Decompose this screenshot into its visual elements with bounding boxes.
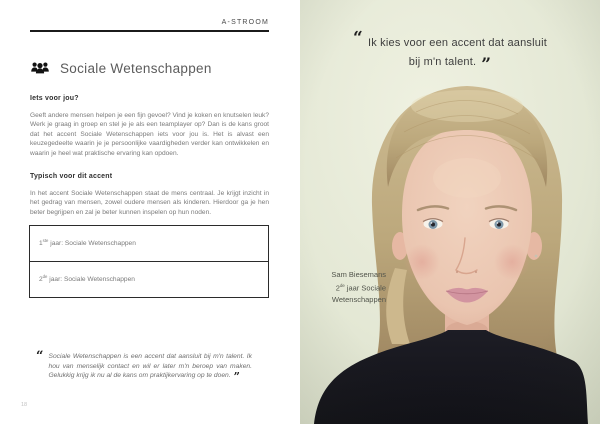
people-group-icon — [30, 60, 50, 76]
close-quote-icon: ” — [233, 370, 240, 384]
header-rule — [30, 30, 269, 32]
year-label: jaar: Sociale Wetenschappen — [47, 276, 135, 284]
year-number: 1 — [39, 240, 43, 248]
page-number: 18 — [21, 402, 28, 408]
photo-quote-line2 — [300, 52, 600, 75]
year-ordinal-suffix: ste — [42, 238, 49, 243]
open-quote-icon: “ — [352, 28, 363, 48]
header-stream-label: A-STROOM — [221, 19, 269, 26]
year-ordinal-suffix: de — [42, 274, 48, 279]
section1-heading: Iets voor jou? — [30, 95, 79, 102]
section1-body: Geeft andere mensen helpen je een fijn gevoel? Vind je koken en knutselen leuk? Werk je graag in groep en stel je je als een teamplayer op? Dan is de kans groot dat het accent Sociale Wetenschappen iets voor jou is. Het is alvast een keuzegedeelte waarin je je persoonlijke vaardigheden verder kan ontwikkelen en waarin je heel wat praktische ervaring kan opdoen. — [30, 112, 269, 157]
caption-year-suffix: de — [339, 283, 345, 288]
caption-year — [308, 280, 386, 294]
photo-caption — [308, 269, 386, 305]
years-table — [29, 225, 269, 298]
photo-quote-line1 — [300, 28, 600, 52]
section2-body: In het accent Sociale Wetenschappen staat de mens centraal. Je krijgt inzicht in het gedrag van mensen, zowel oudere mensen als kinderen. Hierdoor ga je hen beter begrijpen en zal je beter kunnen inspelen op hun noden. — [30, 190, 269, 216]
page-title: Sociale Wetenschappen — [60, 60, 212, 76]
photo-quote-text1: Ik kies voor een accent dat aansluit — [367, 37, 547, 49]
quote-body: Sociale Wetenschappen is een accent dat aansluit bij m'n talent. Ik hou van menselijk contact en wil er later m'n beroep van maken. Gelukkig krijg ik nu al de kans om praktijkervaring op te doen. — [48, 353, 252, 380]
student-quote-block — [36, 349, 252, 384]
year-number: 2 — [39, 276, 43, 284]
title-row — [30, 60, 212, 76]
close-quote-icon: ” — [481, 55, 492, 75]
open-quote-icon: “ — [36, 349, 44, 364]
table-row — [30, 226, 268, 262]
table-row — [30, 262, 268, 297]
student-quote-text — [48, 352, 252, 384]
caption-year-number: 2 — [335, 283, 340, 293]
caption-program: Wetenschappen — [331, 294, 386, 304]
section2-heading: Typisch voor dit accent — [30, 173, 113, 180]
photo-quote-text2: bij m'n talent. — [408, 56, 477, 68]
caption-name: Sam Biesemans — [331, 270, 386, 279]
year-label: jaar: Sociale Wetenschappen — [48, 240, 136, 248]
photo-quote — [300, 28, 600, 75]
caption-year-rest: jaar Sociale — [344, 283, 386, 293]
photo-page — [300, 0, 600, 424]
